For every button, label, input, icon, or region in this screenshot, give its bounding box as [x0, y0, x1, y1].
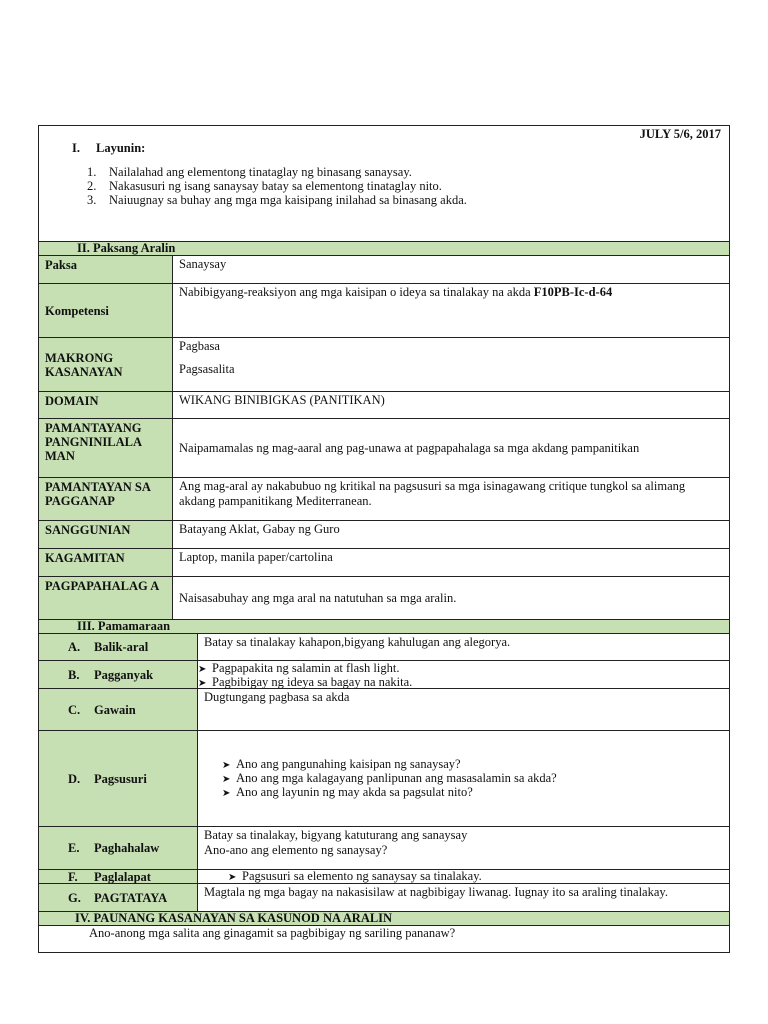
row-label: D. Pagsusuri: [39, 731, 198, 826]
list-item: ➤ Pagbibigay ng ideya sa bagay na nakita.: [198, 675, 413, 689]
row-value: Nabibigyang-reaksiyon ang mga kaisipan o ideya sa tinalakay na akda F10PB-Ic-d-64: [179, 285, 613, 299]
lesson-plan-document: [38, 125, 730, 953]
row-value: Batay sa tinalakay kahapon,bigyang kahulugan ang alegorya.: [204, 635, 511, 649]
section-objectives: [39, 126, 729, 242]
table-row: [39, 419, 729, 478]
row-value: Pagbasa Pagsasalita: [179, 339, 235, 376]
row-value: Dugtungang pagbasa sa akda: [204, 690, 350, 704]
objective-item: 2. Nakasusuri ng isang sanaysay batay sa elementong tinataglay nito.: [87, 179, 442, 193]
row-label: PAMANTAYAN SA PAGGANAP: [39, 478, 173, 520]
table-row: [39, 338, 729, 392]
table-row: [39, 884, 729, 912]
table-row: [39, 284, 729, 338]
row-value: Naipamamalas ng mag-aaral ang pag-unawa at pagpapahalaga sa mga akdang pampanitikan: [179, 440, 640, 455]
table-row: [39, 392, 729, 419]
row-label: KAGAMITAN: [39, 549, 173, 576]
arrow-bullet-icon: ➤: [228, 872, 237, 883]
list-item: ➤ Ano ang pangunahing kaisipan ng sanaysay?: [222, 757, 461, 771]
objective-item: 1. Nailalahad ang elementong tinataglay ng binasang sanaysay.: [87, 165, 412, 179]
arrow-bullet-icon: ➤: [222, 788, 231, 799]
row-value: Batayang Aklat, Gabay ng Guro: [179, 522, 340, 536]
row-value: WIKANG BINIBIGKAS (PANITIKAN): [179, 393, 385, 407]
row-label: PAGPAPAHALAG A: [39, 577, 173, 619]
list-item: ➤ Ano ang mga kalagayang panlipunan ang masasalamin sa akda?: [222, 771, 557, 785]
objectives-title: Layunin:: [96, 141, 146, 155]
arrow-bullet-icon: ➤: [222, 760, 231, 771]
row-label: SANGGUNIAN: [39, 521, 173, 548]
bullet-list: [222, 758, 723, 800]
table-row: [39, 634, 729, 661]
table-row: [39, 731, 729, 827]
document-date: JULY 5/6, 2017: [639, 127, 721, 141]
row-value: Naisasabuhay ang mga aral na natutuhan sa mga aralin.: [179, 590, 457, 605]
row-value: Batay sa tinalakay, bigyang katuturang ang sanaysay Ano-ano ang elemento ng sanaysay?: [204, 828, 468, 857]
row-label: Paksa: [39, 256, 173, 283]
section-paksang-aralin: [39, 256, 729, 620]
row-label: B. Pagganyak: [39, 661, 198, 688]
table-row: [39, 577, 729, 620]
row-label: A. Balik-aral: [39, 634, 198, 660]
arrow-bullet-icon: ➤: [222, 774, 231, 785]
row-label: F. Paglalapat: [39, 870, 198, 883]
arrow-bullet-icon: ➤: [198, 664, 207, 675]
table-row: [39, 478, 729, 521]
row-label: DOMAIN: [39, 392, 173, 418]
row-label: E. Paghahalaw: [39, 827, 198, 869]
row-value: [198, 661, 729, 688]
next-lesson-text: Ano-anong mga salita ang ginagamit sa pagbibigay ng sariling pananaw?: [89, 926, 456, 940]
table-row: [39, 661, 729, 689]
row-value: [198, 731, 729, 826]
row-value: Laptop, manila paper/cartolina: [179, 550, 333, 564]
objective-item: 3. Naiuugnay sa buhay ang mga mga kaisipang inilahad sa binasang akda.: [87, 193, 467, 207]
table-row: [39, 549, 729, 577]
table-row: [39, 870, 729, 884]
row-value: ➤ Pagsusuri sa elemento ng sanaysay sa tinalakay.: [228, 869, 482, 883]
arrow-bullet-icon: ➤: [198, 678, 207, 689]
list-item: ➤ Ano ang layunin ng may akda sa pagsulat nito?: [222, 785, 473, 799]
table-row: [39, 256, 729, 284]
table-row: [39, 689, 729, 731]
row-label: G. PAGTATAYA: [39, 884, 198, 911]
objectives-numeral: I.: [72, 141, 80, 155]
section-header-paunang-kasanayan: IV. PAUNANG KASANAYAN SA KASUNOD NA ARALIN: [39, 912, 729, 926]
row-value: Ang mag-aral ay nakabubuo ng kritikal na pagsusuri sa mga isinagawang critique tungkol sa alimang akdang pampanitikang Mediterranean.: [179, 479, 686, 508]
table-row: [39, 521, 729, 549]
row-value: Magtala ng mga bagay na nakasisilaw at nagbibigay liwanag. Iugnay ito sa araling tinalakay.: [204, 885, 668, 899]
row-label: PAMANTAYANG PANGNINILALA MAN: [39, 419, 173, 477]
row-value: Sanaysay: [179, 257, 227, 271]
row-label: C. Gawain: [39, 689, 198, 730]
objectives-heading: [72, 141, 145, 156]
section-pamamaraan: [39, 634, 729, 912]
list-item: ➤ Pagpapakita ng salamin at flash light.: [198, 661, 400, 675]
section-header-paksang-aralin: II. Paksang Aralin: [39, 242, 729, 256]
row-label: MAKRONG KASANAYAN: [39, 338, 173, 391]
bullet-list: [198, 662, 723, 690]
table-row: [39, 827, 729, 870]
competency-code: F10PB-Ic-d-64: [533, 285, 613, 299]
objectives-list: [87, 165, 467, 207]
row-label: Kompetensi: [39, 284, 173, 337]
section-header-pamamaraan: III. Pamamaraan: [39, 620, 729, 634]
